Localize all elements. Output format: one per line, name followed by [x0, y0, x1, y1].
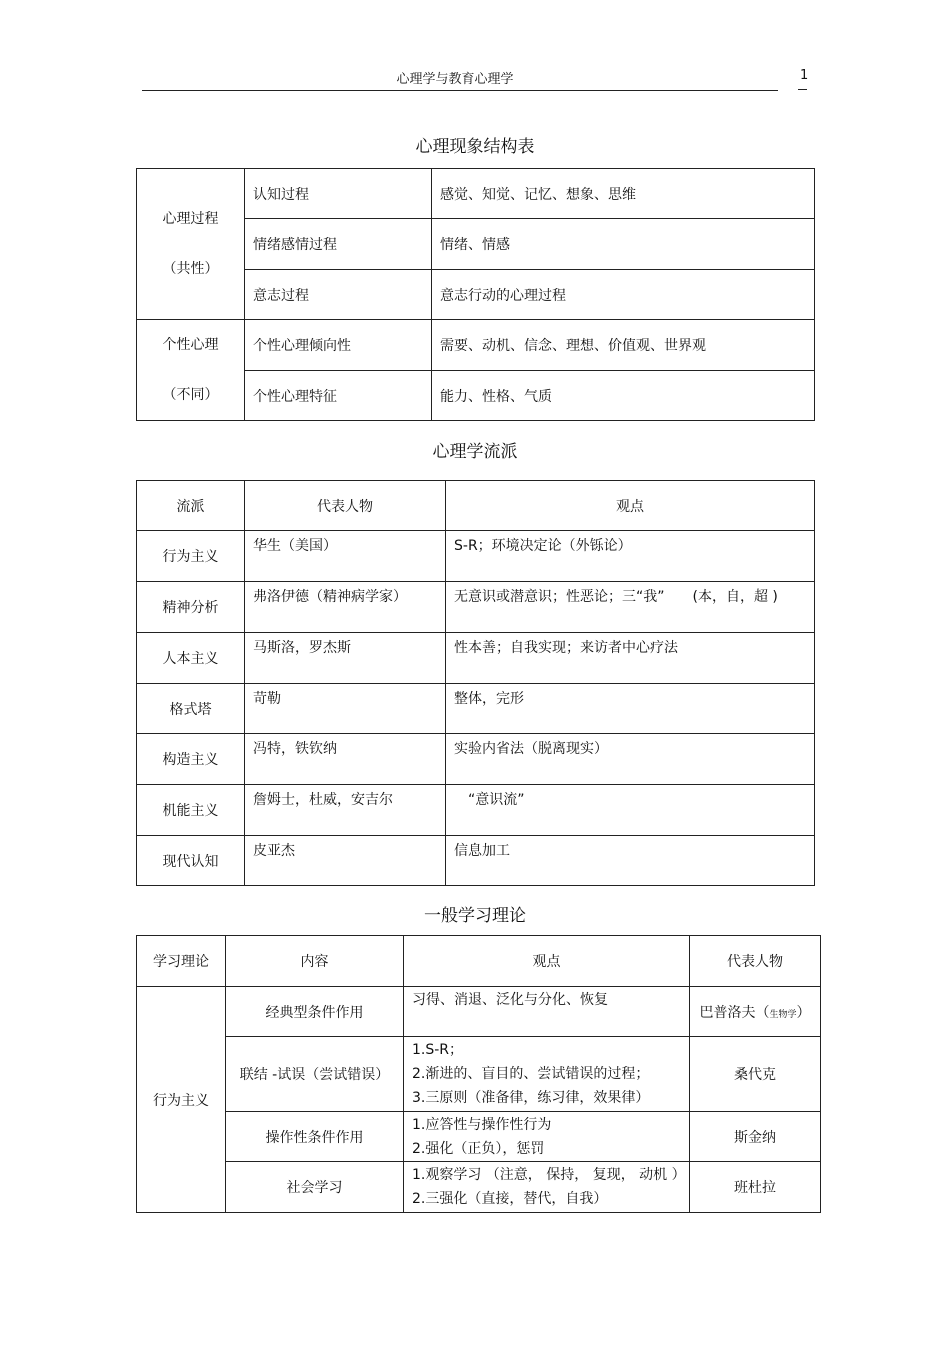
- person-cell: 斯金纳: [690, 1112, 821, 1162]
- person-note: 生物学: [769, 1009, 797, 1020]
- content-cell: 经典型条件作用: [226, 987, 404, 1037]
- table-row: [137, 1162, 821, 1213]
- view-line: 1.S-R；: [412, 1042, 464, 1058]
- school-cell: 精神分析: [137, 582, 245, 633]
- content-cell: 需要、动机、信念、理想、价值观、世界观: [432, 320, 815, 371]
- table-row: [137, 785, 815, 836]
- view-cell: [404, 987, 690, 1037]
- view-line: 2.三强化（直接，替代，自我）: [412, 1191, 608, 1207]
- content-cell: 社会学习: [226, 1162, 404, 1213]
- content-cell: 感觉、知觉、记忆、想象、思维: [432, 169, 815, 219]
- column-header: 观点: [404, 936, 690, 987]
- group-cell: 行为主义: [137, 987, 226, 1213]
- group-note: （共性）: [162, 261, 219, 277]
- psychology-schools-table: [136, 480, 815, 886]
- table-row: [137, 987, 821, 1037]
- column-header: 内容: [226, 936, 404, 987]
- person-cell: 桑代克: [690, 1037, 821, 1112]
- page-number-rule: [798, 89, 807, 90]
- psychological-phenomena-table: [136, 168, 815, 421]
- table3-title: 一般学习理论: [424, 906, 526, 926]
- item-cell: 个性心理倾向性: [245, 320, 432, 371]
- view-line: 2.强化（正负），惩罚: [412, 1140, 545, 1157]
- group-cell: [137, 169, 245, 320]
- group-note: （不同）: [162, 387, 219, 403]
- column-header: 代表人物: [690, 936, 821, 987]
- page-number: 1: [800, 68, 809, 83]
- running-header-title: 心理学与教育心理学: [396, 72, 514, 87]
- view-cell: S-R；环境决定论（外铄论）: [446, 531, 815, 582]
- view-line: 1.应答性与操作性行为: [412, 1116, 552, 1133]
- view-cell: [404, 1037, 690, 1112]
- content-cell: 能力、性格、气质: [432, 371, 815, 421]
- school-cell: 现代认知: [137, 836, 245, 886]
- view-cell: “意识流”: [446, 785, 815, 836]
- header-rule: [142, 90, 778, 91]
- item-cell: 意志过程: [245, 270, 432, 320]
- item-cell: 情绪感情过程: [245, 219, 432, 270]
- table-row: [137, 531, 815, 582]
- view-cell: 无意识或潜意识；性恶论；三“我” (本，自，超 ): [446, 582, 815, 633]
- content-cell: 意志行动的心理过程: [432, 270, 815, 320]
- person-name: 巴普洛夫（: [699, 1004, 770, 1021]
- table-row: [137, 320, 815, 371]
- view-cell: [404, 1112, 690, 1162]
- view-line: 习得、消退、泛化与分化、恢复: [412, 992, 608, 1008]
- table-row: [137, 169, 815, 219]
- table-row: [137, 633, 815, 684]
- group-cell: [137, 320, 245, 421]
- table-row: [137, 684, 815, 734]
- table-row: [137, 582, 815, 633]
- view-cell: 实验内省法（脱离现实）: [446, 734, 815, 785]
- people-cell: 冯特，铁钦纳: [245, 734, 446, 785]
- view-line: 3.三原则（准备律，练习律，效果律）: [412, 1090, 650, 1106]
- column-header: 学习理论: [137, 936, 226, 987]
- group-label: 个性心理: [162, 337, 219, 353]
- view-cell: 整体，完形: [446, 684, 815, 734]
- item-cell: 个性心理特征: [245, 371, 432, 421]
- view-cell: 性本善；自我实现；来访者中心疗法: [446, 633, 815, 684]
- school-cell: 机能主义: [137, 785, 245, 836]
- table-row: [137, 734, 815, 785]
- content-cell: 操作性条件作用: [226, 1112, 404, 1162]
- column-header: 流派: [137, 481, 245, 531]
- school-cell: 行为主义: [137, 531, 245, 582]
- view-cell: [404, 1162, 690, 1213]
- people-cell: 詹姆士，杜威，安吉尔: [245, 785, 446, 836]
- content-cell: 联结 -试误（尝试错误）: [226, 1037, 404, 1112]
- group-label: 心理过程: [162, 211, 219, 227]
- table-row: [137, 1037, 821, 1112]
- view-line: 1.观察学习 （注意， 保持， 复现， 动机 ）: [412, 1167, 686, 1183]
- content-cell: 情绪、情感: [432, 219, 815, 270]
- table2-title: 心理学流派: [432, 442, 518, 462]
- people-cell: 皮亚杰: [245, 836, 446, 886]
- column-header: 观点: [446, 481, 815, 531]
- school-cell: 人本主义: [137, 633, 245, 684]
- people-cell: 马斯洛，罗杰斯: [245, 633, 446, 684]
- view-line: 2.渐进的、盲目的、尝试错误的过程；: [412, 1066, 650, 1082]
- people-cell: 苛勒: [245, 684, 446, 734]
- table-row: [137, 836, 815, 886]
- school-cell: 格式塔: [137, 684, 245, 734]
- person-suffix: ）: [796, 1004, 811, 1021]
- table-row: [137, 1112, 821, 1162]
- item-cell: 认知过程: [245, 169, 432, 219]
- school-cell: 构造主义: [137, 734, 245, 785]
- column-header: 代表人物: [245, 481, 446, 531]
- view-cell: 信息加工: [446, 836, 815, 886]
- table-header-row: [137, 481, 815, 531]
- people-cell: 华生（美国）: [245, 531, 446, 582]
- people-cell: 弗洛伊德（精神病学家）: [245, 582, 446, 633]
- learning-theories-table: [136, 935, 821, 1213]
- person-cell: 班杜拉: [690, 1162, 821, 1213]
- table1-title: 心理现象结构表: [415, 137, 535, 157]
- person-cell: [690, 987, 821, 1037]
- table-header-row: [137, 936, 821, 987]
